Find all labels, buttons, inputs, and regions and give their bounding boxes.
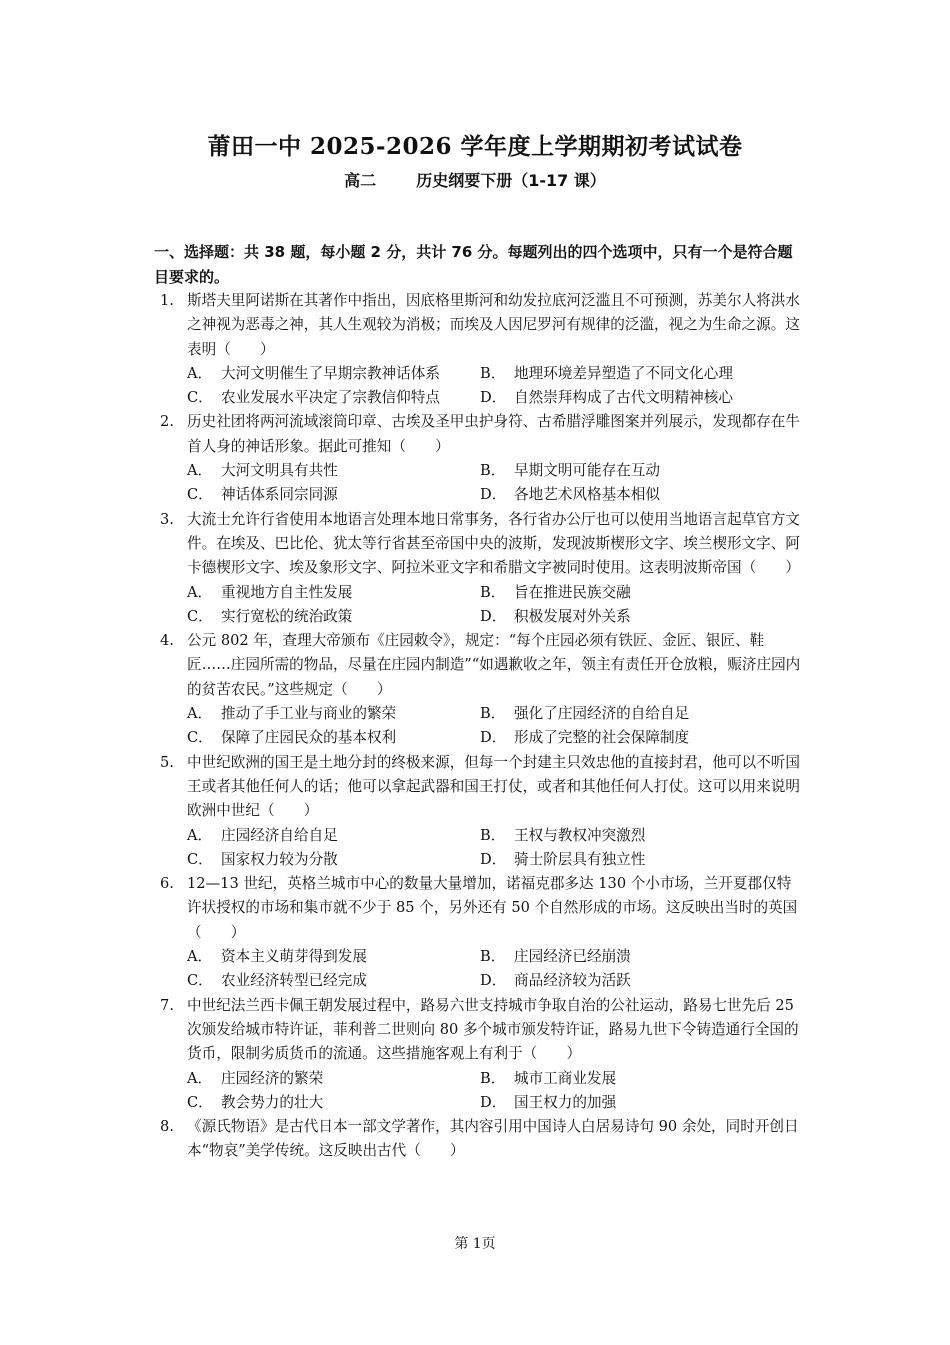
option-label: D． bbox=[480, 850, 507, 868]
option-label: D． bbox=[480, 607, 507, 625]
option-text: 各地艺术风格基本相似 bbox=[514, 486, 660, 504]
exam-subtitle bbox=[0, 168, 950, 191]
option-text: 强化了庄园经济的自给自足 bbox=[514, 705, 690, 723]
question-number: 5. bbox=[160, 753, 174, 771]
option-text: 农业发展水平决定了宗教信仰特点 bbox=[221, 389, 440, 407]
option-text: 保障了庄园民众的基本权利 bbox=[221, 729, 397, 747]
option-text: 王权与教权冲突激烈 bbox=[514, 826, 646, 844]
option-text: 骑士阶层具有独立性 bbox=[514, 850, 646, 868]
option-a bbox=[187, 459, 480, 483]
option-d bbox=[480, 969, 773, 993]
option-b bbox=[480, 1067, 773, 1091]
question-stem bbox=[160, 410, 804, 459]
option-label: B． bbox=[480, 1069, 506, 1087]
question-list bbox=[160, 289, 804, 1164]
option-text: 庄园经济已经崩溃 bbox=[514, 948, 631, 966]
option-c bbox=[187, 1091, 480, 1115]
option-list bbox=[160, 824, 804, 873]
option-text: 教会势力的壮大 bbox=[221, 1093, 324, 1111]
option-d bbox=[480, 386, 773, 410]
option-list bbox=[160, 945, 804, 994]
option-b bbox=[480, 945, 773, 969]
question-5 bbox=[160, 751, 804, 872]
question-number: 6. bbox=[160, 875, 174, 893]
question-4 bbox=[160, 629, 804, 750]
option-b bbox=[480, 459, 773, 483]
option-d bbox=[480, 1091, 773, 1115]
option-b bbox=[480, 581, 773, 605]
option-label: B． bbox=[480, 462, 506, 480]
option-label: C． bbox=[187, 972, 213, 990]
option-text: 资本主义萌芽得到发展 bbox=[221, 948, 367, 966]
option-label: B． bbox=[480, 826, 506, 844]
option-text: 推动了手工业与商业的繁荣 bbox=[221, 705, 397, 723]
option-label: D． bbox=[480, 972, 507, 990]
question-number: 7. bbox=[160, 996, 174, 1014]
question-text: 公元 802 年，查理大帝颁布《庄园敕令》，规定：“每个庄园必须有铁匠、金匠、银匠、鞋匠……庄园所需的物品，尽量在庄园内制造”“如遇歉收之年，领主有责任开仓放粮，赈济庄园内的贫苦农民。”这些规定（ ） bbox=[187, 632, 801, 698]
question-text: 大流士允许行省使用本地语言处理本地日常事务，各行省办公厅也可以使用当地语言起草官方文件。在埃及、巴比伦、犹太等行省甚至帝国中央的波斯，发现波斯楔形文字、埃兰楔形文字、阿卡德楔形文字、埃及象形文字、阿拉米亚文字和希腊文字被同时使用。这表明波斯帝国（ ） bbox=[187, 510, 800, 577]
option-text: 自然崇拜构成了古代文明精神核心 bbox=[514, 389, 733, 407]
option-label: D． bbox=[480, 486, 507, 504]
question-stem bbox=[160, 994, 804, 1067]
option-list bbox=[160, 702, 804, 751]
question-number: 8. bbox=[160, 1118, 174, 1136]
option-list bbox=[160, 362, 804, 411]
question-6 bbox=[160, 872, 804, 993]
question-text: 中世纪欧洲的国王是土地分封的终极来源，但每一个封建主只效忠他的直接封君，他可以不听国王或者其他任何人的话；他可以拿起武器和国王打仗，或者和其他任何人打仗。这可以用来说明欧洲中世纪（ ） bbox=[187, 753, 800, 820]
option-list bbox=[160, 459, 804, 508]
question-text: 历史社团将两河流域滚筒印章、古埃及圣甲虫护身符、古希腊浮雕图案并列展示，发现都存在牛首人身的神话形象。据此可推知（ ） bbox=[187, 413, 800, 455]
option-text: 实行宽松的统治政策 bbox=[221, 607, 353, 625]
option-c bbox=[187, 969, 480, 993]
option-label: C． bbox=[187, 486, 213, 504]
option-label: A． bbox=[187, 705, 213, 723]
exam-title: 莆田一中 2025-2026 学年度上学期期初考试试卷 bbox=[207, 133, 743, 160]
question-text: 中世纪法兰西卡佩王朝发展过程中，路易六世支持城市争取自治的公社运动，路易七世先后 25 次颁发给城市特许证，菲利普二世则向 80 多个城市颁发特许证，路易九世下令铸造通行全国的货币，限制劣质货币的流通。这些措施客观上有利于（ ） bbox=[187, 996, 799, 1063]
option-label: A． bbox=[187, 1069, 213, 1087]
question-1 bbox=[160, 289, 804, 410]
question-number: 3. bbox=[160, 510, 174, 528]
question-stem bbox=[160, 751, 804, 824]
option-text: 庄园经济自给自足 bbox=[221, 826, 338, 844]
option-list bbox=[160, 581, 804, 630]
option-c bbox=[187, 605, 480, 629]
option-a bbox=[187, 581, 480, 605]
question-stem bbox=[160, 629, 804, 702]
option-label: D． bbox=[480, 729, 507, 747]
option-a bbox=[187, 702, 480, 726]
option-label: C． bbox=[187, 607, 213, 625]
question-stem bbox=[160, 508, 804, 581]
option-text: 大河文明具有共性 bbox=[221, 462, 338, 480]
option-a bbox=[187, 824, 480, 848]
question-text: 12—13 世纪，英格兰城市中心的数量大量增加，诺福克郡多达 130 个小市场，兰开夏郡仅特许状授权的市场和集市就不少于 85 个，另外还有 50 个自然形成的市场。这反映出当时的英国（ ） bbox=[187, 875, 798, 941]
option-label: A． bbox=[187, 948, 213, 966]
option-label: C． bbox=[187, 389, 213, 407]
page-number: 第 1页 bbox=[454, 1236, 496, 1252]
question-stem bbox=[160, 872, 804, 945]
option-a bbox=[187, 1067, 480, 1091]
question-8 bbox=[160, 1115, 804, 1164]
option-c bbox=[187, 386, 480, 410]
option-b bbox=[480, 702, 773, 726]
option-b bbox=[480, 824, 773, 848]
option-label: C． bbox=[187, 729, 213, 747]
option-b bbox=[480, 362, 773, 386]
option-text: 神话体系同宗同源 bbox=[221, 486, 338, 504]
option-text: 积极发展对外关系 bbox=[514, 607, 631, 625]
option-label: A． bbox=[187, 462, 213, 480]
option-text: 国王权力的加强 bbox=[514, 1093, 617, 1111]
option-label: A． bbox=[187, 364, 213, 382]
question-text: 斯塔夫里阿诺斯在其著作中指出，因底格里斯河和幼发拉底河泛滥且不可预测，苏美尔人将洪水之神视为恶毒之神，其人生观较为消极；而埃及人因尼罗河有规律的泛滥，视之为生命之源。这表明（ ） bbox=[187, 292, 800, 358]
option-c bbox=[187, 848, 480, 872]
option-label: C． bbox=[187, 1093, 213, 1111]
option-a bbox=[187, 945, 480, 969]
question-number: 1. bbox=[160, 292, 174, 309]
option-label: D． bbox=[480, 389, 507, 407]
question-stem bbox=[160, 1115, 804, 1164]
option-label: A． bbox=[187, 583, 213, 601]
subject-label: 历史纲要下册（1-17 课） bbox=[416, 171, 606, 190]
option-text: 城市工商业发展 bbox=[514, 1069, 617, 1087]
option-c bbox=[187, 483, 480, 507]
question-number: 4. bbox=[160, 632, 174, 650]
option-text: 重视地方自主性发展 bbox=[221, 583, 353, 601]
option-label: B． bbox=[480, 583, 506, 601]
option-label: D． bbox=[480, 1093, 507, 1111]
option-label: C． bbox=[187, 850, 213, 868]
option-text: 地理环境差异塑造了不同文化心理 bbox=[514, 364, 733, 382]
option-a bbox=[187, 362, 480, 386]
option-text: 农业经济转型已经完成 bbox=[221, 972, 367, 990]
option-d bbox=[480, 726, 773, 750]
option-text: 商品经济较为活跃 bbox=[514, 972, 631, 990]
option-text: 大河文明催生了早期宗教神话体系 bbox=[221, 364, 440, 382]
option-text: 形成了完整的社会保障制度 bbox=[514, 729, 690, 747]
option-d bbox=[480, 483, 773, 507]
option-text: 早期文明可能存在互动 bbox=[514, 462, 660, 480]
option-list bbox=[160, 1067, 804, 1116]
section-heading: 一、选择题：共 38 题，每小题 2 分，共计 76 分。每题列出的四个选项中，只有一个是符合题目要求的。 bbox=[154, 243, 793, 286]
option-text: 国家权力较为分散 bbox=[221, 850, 338, 868]
option-label: B． bbox=[480, 948, 506, 966]
option-text: 旨在推进民族交融 bbox=[514, 583, 631, 601]
option-d bbox=[480, 848, 773, 872]
question-number: 2. bbox=[160, 413, 174, 431]
question-3 bbox=[160, 508, 804, 629]
option-d bbox=[480, 605, 773, 629]
option-text: 庄园经济的繁荣 bbox=[221, 1069, 324, 1087]
question-2 bbox=[160, 410, 804, 507]
grade-label: 高二 bbox=[344, 171, 377, 190]
option-label: A． bbox=[187, 826, 213, 844]
question-stem bbox=[160, 289, 804, 362]
question-7 bbox=[160, 994, 804, 1115]
option-label: B． bbox=[480, 705, 506, 723]
option-c bbox=[187, 726, 480, 750]
question-text: 《源氏物语》是古代日本一部文学著作，其内容引用中国诗人白居易诗句 90 余处，同时开创日本“物哀”美学传统。这反映出古代（ ） bbox=[187, 1118, 799, 1160]
option-label: B． bbox=[480, 364, 506, 382]
